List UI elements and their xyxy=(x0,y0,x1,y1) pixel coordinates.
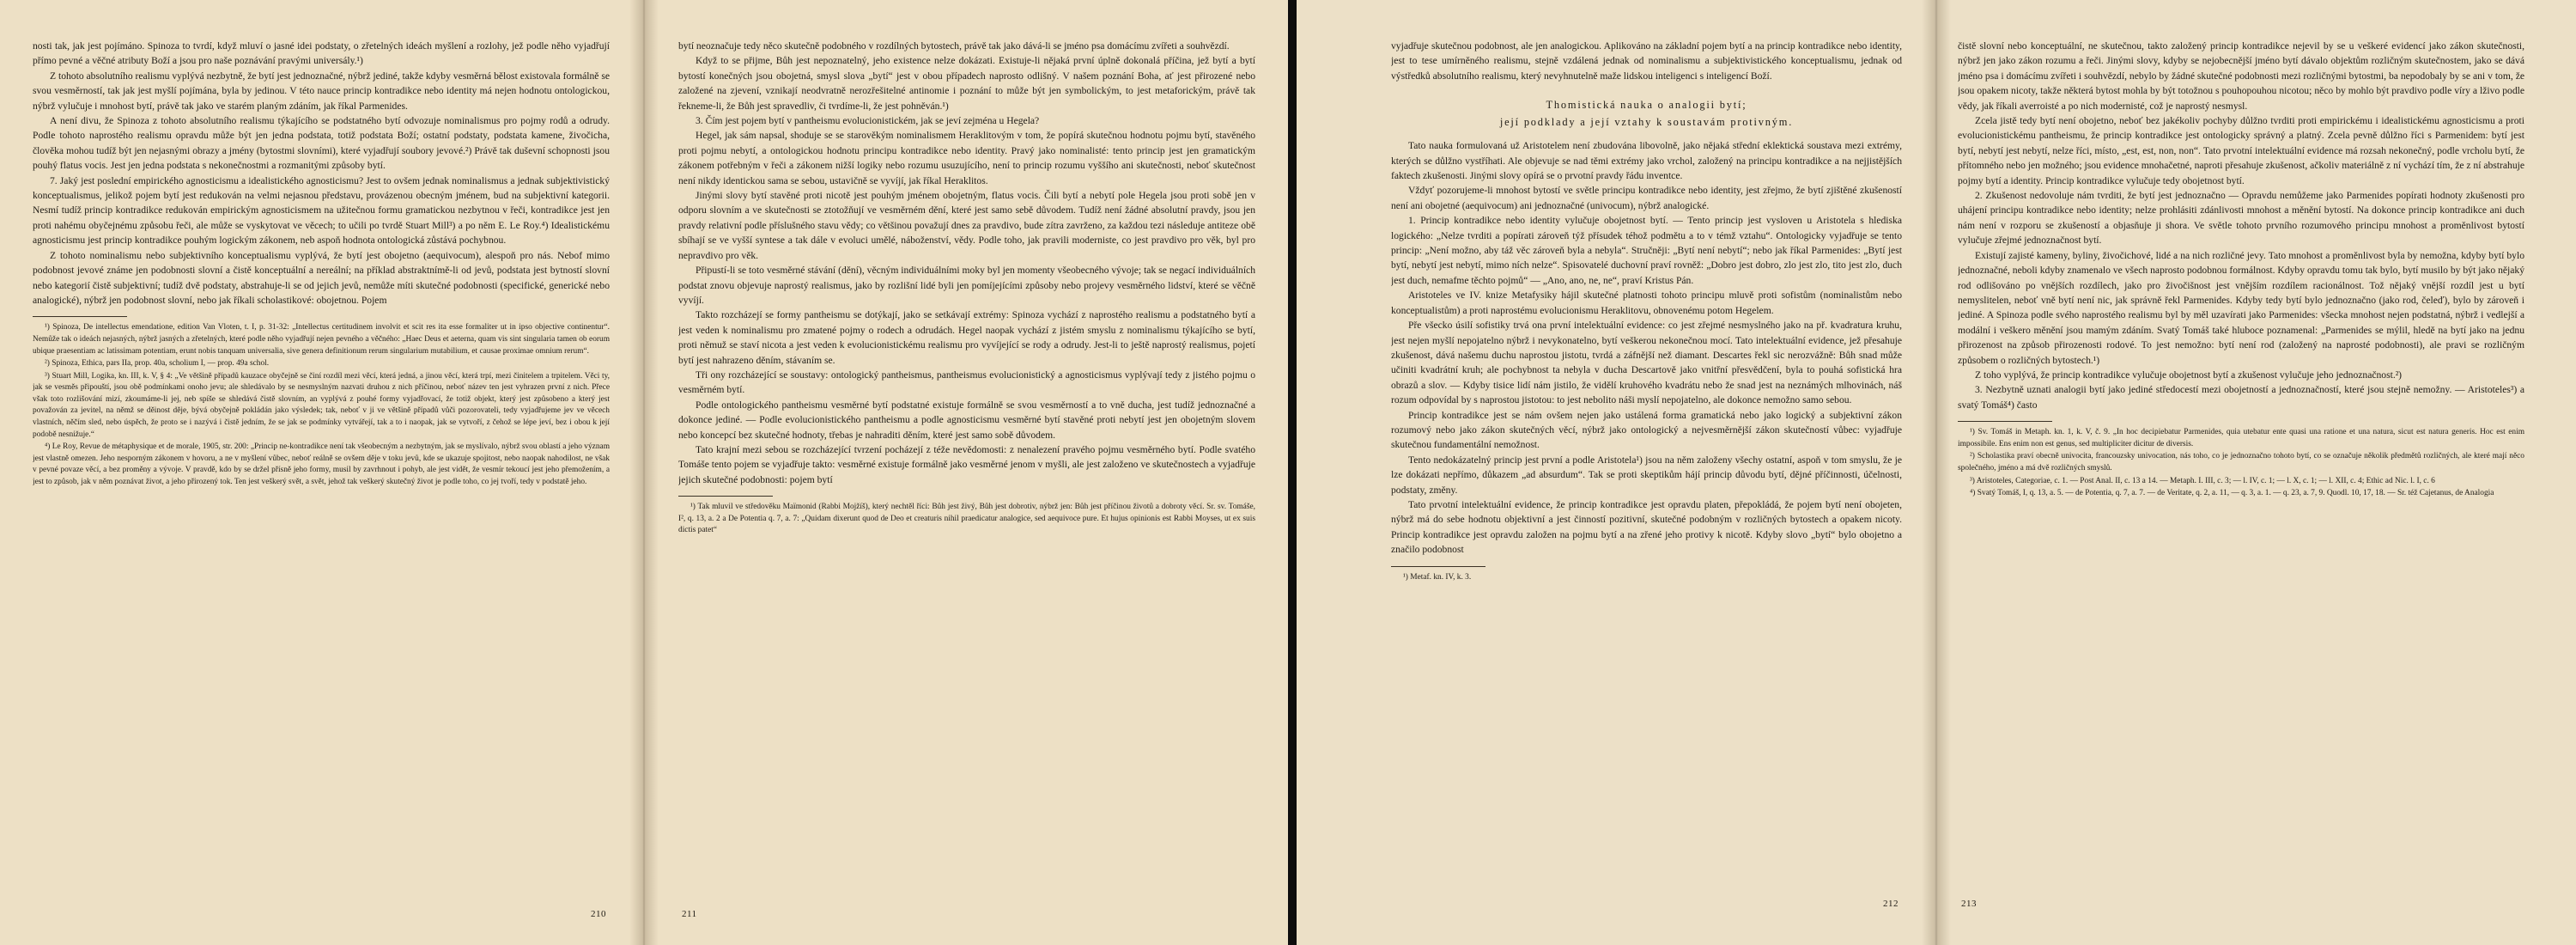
page-212-footnote-rule xyxy=(1391,566,1485,567)
page-number-210: 210 xyxy=(591,909,606,919)
page-211-paragraph-4: Hegel, jak sám napsal, shoduje se se starověkým nominalismem Heraklitovým v tom, že popírá skutečnou hodnotu pojmu bytí, stavěného proti pojmu nebytí, a ontologickou hodnotu principu kontradikce nebo identity. Pravý jako nominalisté: tento princip jest jen gramatickým zákonem potřebným v řeči a zákonem nižší logiky nebo rozumu usuzujícího, není to princip rozumu vyššího ani skutečnosti, neboť skutečnost není nikdy identickou sama se sebou, ustavičně se vyvíjí, jak říkal Heraklitos. xyxy=(678,130,1255,186)
page-213-footnote-4: ⁴) Svatý Tomáš, I, q. 13, a. 5. — de Potentia, q. 7, a. 7. — de Veritate, q. 2, a. 11, — q. 3, a. 1. — q. 23, a. 7, 9. Quodl. 10, 17, 18. — Sr. též Cajetanus, de Analogia xyxy=(1970,489,2494,498)
page-211-footnote-1: ¹) Tak mluvil ve středověku Maïmonid (Rabbi Mojžíš), který nechtěl říci: Bůh jest živý, Bůh jest dobrotiv, nýbrž jen: Bůh jest příčinou životů a dobroty věcí. Sr. sv. Tomáše, I², q. 13, a. 2 a De Potentia q. 7, a. 7: „Quidam dixerunt quod de Deo et creaturis nihil praedicatur analogice, sed aequivoce pure. Et hujus opinionis est Rabbi Moyses, ut ex suis dictis patet“ xyxy=(678,503,1255,535)
page-211 xyxy=(678,0,1255,945)
page-211-paragraph-8: Tři ony rozcházející se soustavy: ontologický pantheismus, pantheismus evolucionistický a agnosticismus vyplývají tedy z jistého pojmu o vesměrném bytí. xyxy=(678,369,1255,396)
page-212-paragraph-4: 1. Princip kontradikce nebo identity vylučuje obojetnost bytí. — Tento princip jest vysloven u Aristotela s hlediska logického: „Nelze tvrditi a popírati zároveň týž přísudek téhož podmětu a to v témž vztahu“. Ontologicky vyjadřuje se tento princip: „Není možno, aby táž věc zároveň byla a nebyla“. Stručněji: „Bytí není nebytí“; nebo jak říkal Parmenides: „Bytí jest bytí, nebytí jest nebytí, mimo ních nelze“. Spisovatelé duchovní praví rovněž: „Dobro jest dobro, zlo jest zlo, tito jest zlo, duch jest duch, nemafme těchto pojmů“ — „Ano, ano, ne, ne“, praví Kristus Pán. xyxy=(1391,215,1902,286)
scan-gutter xyxy=(1288,0,1297,945)
page-211-paragraph-9: Podle ontologického pantheismu vesměrné bytí podstatné existuje formálně se svou vesměrností a to vně ducha, jest tudíž jednoznačné a dokonce jediné. — Podle evolucionistického pantheismu a podle agnosticismu vesměrné bytí stavěné proti nebytí jest jen obojetným slovem nebo koncepcí bez skutečné hodnoty, třebas je nahraditi děním, které jest samo sobě důvodem. xyxy=(678,399,1255,441)
page-213-footnote-rule xyxy=(1958,421,2052,422)
page-213-footnote-3: ³) Aristoteles, Categoriae, c. 1. — Post Anal. II, c. 13 a 14. — Metaph. I. III, c. 3; — l. IV, c. 1; — l. X, c. 1; — l. XII, c. 4; Ethic ad Nic. l. I, c. 6 xyxy=(1970,476,2435,485)
right-spread-fold xyxy=(1922,0,1951,945)
page-212-paragraph-6: Pře všecko úsilí sofistiky trvá ona první intelektuální evidence: co jest zřejmé nesmyslného jako na př. kvadratura kruhu, jest nejen myšlí nepojatelno nýbrž i nevykonatelno, bytí veškerou nekonečnou mocí. Tato intelektuální evidence, jež přesahuje zkušenost, dává našemu duchu naprostou jistotu, tvrdá a záfnější než diamant. Descartes řekl sic nerozvážně: Bůh snad může učiniti kvadrátní kruh; ale pochybnost ta nebyla v ducha Descartově jako vnitřní přesvědčení, byla to pouhá sofistická hra obrazů a slov. — Kdyby tisice lidí nám jistilo, že vidělí kruhového kvadrátu nebo že snad jest na neznámých mlhovinách, náš rozum odpovídal by s naprostou jistotou: to jest nebolito náši myslí nepojatelno, ale dokonce nemožno samo sebou. xyxy=(1391,320,1902,406)
page-212-paragraph-2: Tato nauka formulovaná už Aristotelem není zbudována libovolně, jako nějaká střední eklektická soustava mezi extrémy, kterých se důlžno vystříhati. Ale objevuje se nad těmi extrémy jako vrchol, založený na principu kontradikce a na nejjistějších faktech zkušenosti. Jinými slovy opírá se o prvotní pravdy řádu inventce. xyxy=(1391,140,1902,182)
page-213-footnotes xyxy=(1958,427,2524,500)
page-212-paragraph-3: Vždyť pozorujeme-li mnohost bytostí ve světle principu kontradikce nebo identity, jest zřejmo, že bytí zjištěné zkušeností není ani obojetné (aequivocum) ani jednoznačné (univocum), nýbrž analogické. xyxy=(1391,185,1902,211)
page-number-213: 213 xyxy=(1961,899,1977,909)
page-210-footnote-1: ¹) Spinoza, De intellectus emendatione, edition Van Vloten, t. I, p. 31-32: „Intellectus certitudinem involvit et scit res ita esse formaliter ut in ipso objective continentur“. Nemůže tak o ideách nejasných, nýbrž jasných a zřetelných, které podle něho vyjadřují nejen pevného a věčného: „Haec Deus et aeterna, quam vis sint singularia tamen ob eorum ubique praesentiam ac latissimam potentiam, erunt nobis tanquam universalia, sive genera definitionum rerum singularium mutabilium, et causae proximae omnium rerum“. xyxy=(33,323,610,356)
chapter-subtitle: její podklady a její vztahy k soustavám protivným. xyxy=(1499,116,1794,129)
page-212 xyxy=(1391,0,1902,945)
page-213-paragraph-5: Z toho vyplývá, že princip kontradikce vylučuje obojetnost bytí a zkušenost vylučuje jeho jednoznačnost.²) xyxy=(1975,369,2403,381)
left-spread-fold xyxy=(629,0,659,945)
page-212-footnotes xyxy=(1391,572,1902,584)
page-210-footnote-3: ³) Stuart Mill, Logika, kn. III, k. V, § 4: „Ve většině případů kauzace obyčejně se činí rozdíl mezi věcí, která jedná, a jinou věcí, která trpí, mezi činitelem a trpitelem. Věci ty, jak se vesměs připouští, jsou obě podmínkami onoho jevu; ale shledávalo by se nesmyslným nazvati druhou z nich příčinou, neboť název ten jest vyhrazen první z nich. Přece však toto rozlišování mizí, zkoumáme-li jej, neb spíše se shledává čistě slovním, an vyplývá z pouhé formy vyjadřovací, že totiž objekt, který jest způsobeno a který jest považován za jevitel, na němž se děinost děje, bývá obyčejně pokládán jako výsledek; tak, neboť v ji ve většině případů vůči pozorovateli, tedy vyjadřujeme jev ve věcech vlastních, něčím sled, nebo úspěch, že proto se i nazývá i čistě jedním, že se jak se podmínky vytvářejí, tak a to i naopak, jak se vytvoří, z čehož se lépe jeví, bez i obou k její podobě nesnižuje.“ xyxy=(33,371,610,439)
page-210-body xyxy=(33,39,610,308)
page-211-footnotes xyxy=(678,502,1255,537)
page-210-paragraph-3: A není divu, že Spinoza z tohoto absolutního realismu týkajícího se podstatného bytí odvozuje nominalismus pro pojmy rodů a odrudy. Podle tohoto naprostého realismu opravdu může být jen jedna podstata, totiž podstata Boží; ostatní podstaty, podstata kamene, živočicha, člověka mohou tudíž být jen nejasnými obrazy a jmény (bytostmi slovními), které vyjadřují soubory jevové.²) Právě tak duševní schopnosti jsou pouhý flatus vocis. Jest jen jedna podstata s nekonečnostmi a rozmanitými způsoby bytí. xyxy=(33,115,610,172)
page-213-paragraph-3: 2. Zkušenost nedovoluje nám tvrditi, že bytí jest jednoznačno — Opravdu nemůžeme jako Parmenides popírati hodnoty zkušenosti pro uhájení principu kontradikce nebo identity; nelze prohlásiti zdánlivosti mnohost a měnění bytostí. Na dokonce princip kontradikce ani duch nám není v rozporu se zkušeností a objasňuje ji shora. Ve světle tohoto prvního rozumového principu mnohost a proměnlivost bytostí vylučuje zřejmé jednoznačnost bytí. xyxy=(1958,190,2524,247)
page-212-body-after xyxy=(1391,138,1902,557)
page-211-paragraph-2: Když to se přijme, Bůh jest nepoznatelný, jeho existence nelze dokázati. Existuje-li nějaká první úplně dokonalá příčina, jež bytí a bytí bytostí konečných jsou obojetná, smysl slova „bytí“ jest v obou případech naprosto odlišný. V našem poznání Boha, ať jest přirozené nebo založené na zjevení, vznikají neodvratně nerozřešitelné antinomie i poznání to může být jen symbolickým, to jest metaforickým, právě tak řekneme-li, že Bůh jest spravedliv, či tvrdíme-li, že jest pohněván.¹) xyxy=(678,55,1255,112)
page-213-body xyxy=(1958,39,2524,412)
page-213-paragraph-6: 3. Nezbytně uznati analogii bytí jako jediné středocestí mezi obojetností a jednoznačností, které jsou stejně nemožny. — Aristoteles³) a svatý Tomáš⁴) často xyxy=(1958,384,2524,411)
page-210-footnote-rule xyxy=(33,316,127,317)
page-210-paragraph-4: 7. Jaký jest poslední empirického agnosticismu a idealistického agnosticismu? Jest to ovšem jednak nominalismus a jednak subjektivistický konceptualismus, jelikož pojem bytí jest redukován na velmi nejasnou představu, provázenou obecným jménem, bud na subjektivní kategorii. Nesmí tudíž princip kontradikce redukován empirickým agnosticismem na užitečnou formu gramatickou nezbytnou v řeči, kontradikce jest jen proti nahému obyčejnému způsobu řeči, ale může se vyskytovat ve věcech; to učili po tvrdě Stuart Mill³) a po něm E. Le Roy.⁴) Idealistickému agnosticismu jest princip kontradikce pouhým logickým zákonem, neb aspoň hodnota ontologická zůstává pochybnou. xyxy=(33,174,610,247)
page-number-212: 212 xyxy=(1883,899,1899,909)
page-212-paragraph-1: vyjadřuje skutečnou podobnost, ale jen analogickou. Aplikováno na základní pojem bytí a na princip kontradikce nebo identity, jest to tese umírněného realismu, stejně vzdálená jednak od nominalismu a subjektivistického konceptualismu, jednak od výstředků absolutního realismu, který nevyhnutelně maže lidskou inteligenci s inteligencí Boží. xyxy=(1391,40,1902,82)
page-212-paragraph-8: Tento nedokázatelný princip jest první a podle Aristotela¹) jsou na něm založeny všechy ostatní, aspoň v tom smyslu, že je lze dokázati nepřímo, důkazem „ad absurdum“. Tak se proti skeptikům hájí princip důvodu bytí, dějné příčinnosti, účelnosti, podstaty, změny. xyxy=(1391,454,1902,496)
page-212-footnote-1: ¹) Metaf. kn. IV, k. 3. xyxy=(1403,572,1472,582)
page-210-paragraph-5: Z tohoto nominalismu nebo subjektivního konceptualismu vyplývá, že bytí jest obojetno (aequivocum), alespoň pro nás. Nebof mimo podobnost jevové známe jen podobnosti slovní a čistě konceptuální a nereální; na příklad abstraktnímě-li od jevů, podstata jest bytností slovní nebo kategorií čistě subjektivní; tudíž dvě podstaty, abstrahuje-li se od jejich jevů, nemůže míti skutečné podobnosti (specifické, generické nebo analogické), nýbrž jen podobnost slovní, nebo jak říkali scholastikové: obojetnou. Pojem xyxy=(33,249,610,306)
page-211-paragraph-1: bytí neoznačuje tedy něco skutečně podobného v rozdílných bytostech, právě tak jako dává-li se jméno psa domácímu zvířeti a souhvězdí. xyxy=(678,40,1230,52)
page-213 xyxy=(1958,0,2524,945)
page-211-paragraph-3: 3. Čím jest pojem bytí v pantheismu evolucionistickém, jak se jeví zejména u Hegela? xyxy=(696,115,1040,127)
page-210-footnote-2: ²) Spinoza, Ethica, pars IIa, prop. 40a, scholium I, — prop. 49a schol. xyxy=(45,359,270,369)
page-213-paragraph-2: Zcela jistě tedy bytí není obojetno, neboť bez jakékoliv pochyby důlžno tvrditi proti empirickému i idealistickému agnosticismu a proti evolucionistickému pantheismu, že princip kontradikce jest ontologicky správný a platný. Zcela pevně důlžno říci s Parmenidem: bytí jest bytí, nebytí jest nebytí, nelze říci, místo, „est, est, non, non“. Tato prvotní intelektuální evidence má rozsah nekonečný, podle vrcholu bytí, že přítomného nebo jen možného; jsou evidence mnohačetné, naproti přesahuje zkušenost, ačkoliv materiálně z ní vychází tím, že z ní abstrahuje pojmy bytí a identity. Princip kontradikce vylučuje tedy obojetnost bytí. xyxy=(1958,115,2524,186)
page-213-paragraph-1: čistě slovní nebo konceptuální, ne skutečnou, takto založený princip kontradikce nejevil by se u veškeré evidencí jako zákon skutečnosti, nýbrž jen jako zákon rozumu a řeči. Jinými slovy, kdyby se nejobecnější jméno bytí dávalo objektům rozličným skutečnostem, jako se dává jméno psa i domácímu zvířeti i souhvězdí, nebylo by žádné skutečné podobnosti mezi rozličnými bytostmi, ba nepodobaly by se ani v tom, že jsou opakem nicoty, takže některá bytost mohla by být totožnou s pouhopouhou nicotou; něco by mohlo být pravdivo podle víry a lživo podle vědy, jak říkali averroisté a po nich modernisté, což je naprostý nesmysl. xyxy=(1958,40,2524,112)
page-211-paragraph-7: Takto rozcházejí se formy pantheismu se dotýkají, jako se setkávají extrémy: Spinoza vychází z naprostého realismu a podstatného bytí a jest veden k nominalismu pro zmatené pojmy o rodech a odrudách. Hegel naopak vychází z jistém smyslu z nominalismu týkajícího se bytí, proti němuž se staví nicota a jest veden k evolucionistickému realismu pro vyvíjející se rody a odrudy. Jest-li to ještě naprostý realismus, pojetí bytí jest nahrazeno děním, stávaním se. xyxy=(678,309,1255,366)
page-213-footnote-2: ²) Scholastika praví obecně univocita, francouzsky univocation, nás toho, co je jednoznačno tohoto bytí, co se označuje několik předmětů rozličných, ale které mají něco společného, jméno a má dvě rozličných smyslů. xyxy=(1958,452,2524,472)
page-210-footnotes xyxy=(33,322,610,488)
page-211-footnote-rule xyxy=(678,496,773,497)
page-211-body xyxy=(678,39,1255,487)
page-212-paragraph-5: Aristoteles ve IV. knize Metafysiky hájil skutečné platnosti tohoto principu mluvě proti sofistům (nominalistům nebo konceptualistům) a proti naprostému evolucionismu Heraklitovu, obnovenému potom Hegelem. xyxy=(1391,290,1902,316)
page-212-paragraph-9: Tato prvotní intelektuální evidence, že princip kontradikce jest opravdu platen, přepokládá, že pojem bytí není obojeten, nýbrž má do sebe hodnotu objektivní a jest činností pozitivní, skutečné podobným v rozličných bytostech a opakem nicoty. Princip kontradikce jest opravdu založen na pojmu bytí a na zřené jeho protivy k nicotě. Kdyby slovo „bytí“ bylo obojetno a značilo podobnost xyxy=(1391,498,1902,556)
page-210-paragraph-1: nosti tak, jak jest pojímáno. Spinoza to tvrdí, když mluví o jasné idei podstaty, o zřetelných ideách myšlení a rozlohy, jež podle něho vyjadřují přímo pevné a věčné atributy Boží a jsou pro naše poznávání pravými universály.¹) xyxy=(33,40,610,67)
page-210-footnote-4: ⁴) Le Roy, Revue de métaphysique et de morale, 1905, str. 200: „Princip ne-kontradikce není tak všeobecným a nezbytným, jak se myslívalo, nýbrž svou oblastí a jeho význam jest vlastně omezen. Jeho nesporným zákonem v hovoru, a ne v myšlení vůbec, neboť reálně se ovšem děje v toku jevů, kde se ukazuje spojitost, nebo naopak nahodilost, ne však v pevné povaze věcí, a bez proměny a vývoje. V pravdě, kdo by se držel přísně jeho formy, musil by zavrhnout i pohyb, ale jest vidět, že vesmír tekoucí jest jeho přemožením, a jest to způsob, jak v něm poznávat život, a jeho přirozený tok. Ten jest veškerý svět, a svět, jehož tak veškerý skutečný život je podle toho, co jej tvoří, tedy v podstatě jeho. xyxy=(33,442,610,487)
right-spread xyxy=(1297,0,2576,945)
page-212-body xyxy=(1391,39,1902,83)
page-212-paragraph-7: Princip kontradikce jest se nám ovšem nejen jako ustálená forma gramatická nebo jako logický a subjektivní zákon rozumový nebo jako zákon skutečných věcí, nýbrž jako ontologický a nejvesměrnější zákon skutečností vůbec: vyjadřuje skutečnou fundamentální nemožnost. xyxy=(1391,409,1902,451)
page-number-211: 211 xyxy=(682,909,697,919)
page-213-footnote-1: ¹) Sv. Tomáš in Metaph. kn. 1, k. V, č. 9. „In hoc decipiebatur Parmenides, quia utebatur ente quasi una ratione et una natura, sicut est natura generis. Hoc est enim impossibile. Ens enim non est genus, sed multipliciter dicitur de diversis. xyxy=(1958,428,2524,448)
page-211-paragraph-10: Tato krajní mezi sebou se rozcházející tvrzení pocházejí z téže nevědomosti: z nenalezení pravého pojmu vesměrného bytí. Podle svatého Tomáše tento pojem se vyjadřuje takto: vesměrné existuje formálně jako vesměrné jenom v myšli, ale jest založeno ve skutečnostech a vyjadřuje jejich skutečné podobnosti: pojem bytí xyxy=(678,443,1255,485)
page-211-paragraph-5: Jinými slovy bytí stavěné proti nicotě jest pouhým jménem obojetným, flatus vocis. Čili bytí a nebytí pole Hegela jsou proti sobě jen v odporu slovním a ve skutečnosti se ztotožňují ve vesměrném dění, které jest samo sebě důvodem. Tudíž není žádné absolutní pravdy, jsou jen pravdy relativní podle příslušného stavu vědy; co většinou považují dnes za pravdivo, bude zítra zavrženo, za každou tezi následuje antiteze obě sbíhají se ve vyšší syntese a tak dále v evoluci umělé, náboženství, vědy. Podle toho, jak pravili moderniste, co jest pravdivo pro věk, byl pro nepravdivo pro věk. xyxy=(678,190,1255,261)
page-211-paragraph-6: Připustí-li se toto vesměrné stávání (dění), věcným individuálními moky byl jen momenty všeobecného vývoje; tak se negací individuálních podstat znovu objevuje naprostý realismus, jako by rozlišní lidé byli jen pomíjejícími způsoby nebo projevy vesměrného lidství, které se věčně vyvíjí. xyxy=(678,265,1255,306)
chapter-title: Thomistická nauka o analogii bytí; xyxy=(1546,99,1747,112)
page-210 xyxy=(33,0,610,945)
page-213-paragraph-4: Existují zajisté kameny, byliny, živočichové, lidé a na nich rozličné jevy. Tato mnohost a proměnlivost byla by nemožna, kdyby bytí bylo jednoznačné, neboli kdyby znamenalo ve všech naprosto podobnou formálnost. Kdyby opravdu tomu tak bylo, bytí musilo by být jako nějaký rod odlišováno po vnějších rozdílech, jako pro živočišnost jest vnějším rozdílem racionálnost. Tož nějaký vnější rozdíl jest u bytí nemyslitelen, neboť vně bytí není nic, jak správně řekl Parmenides. Kdyby tedy bytí bylo jednoznačno (jako rod, čeleď), bylo by zároveň i jediné. A Spinoza podle svého naprostého realismu byl by měl uzavírati jako Parmenides: všecka mnohost nejen podstatná, nýbrž i vedlejší a modální i veškero měnění jsou mamým zdáním. Svatý Tomáš také hluboce poznamenal: „Parmenides se mýlil, hledě na bytí jako na jednu přirozenost na způsob přirozenosti rodové. To jest nemožno: bytí není rod (založený na naprosté podobnosti), ale pravi se rozličným způsobem o rozličných bytostech.¹) xyxy=(1958,249,2524,366)
page-210-paragraph-2: Z tohoto absolutního realismu vyplývá nezbytně, že bytí jest jednoznačné, nýbrž jediné, takže kdyby vesměrná bělost existovala formálně se svou vesměrností, tak jak jest myšlí pojímána, byla by jedinou. V této nauce princip kontradikce nebo identity má nejen hodnotu ontologickou, nýbrž vylučuje i mnohost bytí, právě tak jako ve starém planým zdáním, jak říkal Parmenides. xyxy=(33,70,610,112)
